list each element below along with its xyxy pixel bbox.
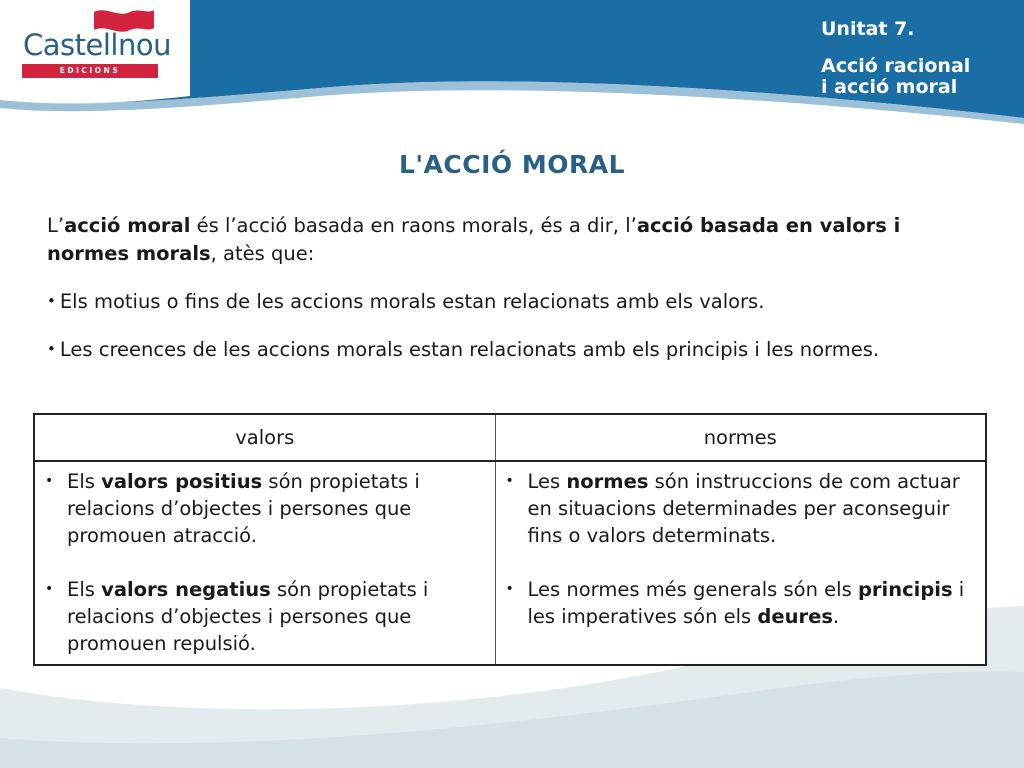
- cell-text: són propietats i relacions d’objectes i persones que promouen repulsió.: [67, 578, 429, 655]
- cell-text: Les normes més generals són els: [527, 578, 858, 601]
- intro-paragraph: [47, 212, 947, 268]
- intro-text: és l’acció basada en raons morals, és a dir, l’: [190, 214, 637, 237]
- list-item: [45, 576, 487, 657]
- list-item: [45, 468, 487, 549]
- logo-subtitle: EDICIONS: [22, 64, 158, 78]
- cell-text: i les imperatives són els: [527, 578, 965, 628]
- table-row: [34, 461, 986, 665]
- cell-bold-term: valors positius: [101, 470, 263, 493]
- cell-text: són instruccions de com actuar en situacions determinades per aconseguir fins o valors determinats.: [527, 470, 960, 547]
- cell-bold-term: normes: [566, 470, 649, 493]
- cell-bold-term: valors negatius: [101, 578, 271, 601]
- unit-title-line1: Acció racional: [821, 55, 971, 77]
- publisher-logo: [18, 8, 171, 80]
- norms-cell: [495, 461, 986, 665]
- bullet-icon: •: [47, 340, 56, 358]
- values-cell: [34, 461, 495, 665]
- intro-bold-term: acció moral: [64, 214, 191, 237]
- unit-title-line2: i acció moral: [821, 76, 958, 98]
- cell-bold-term: deures: [757, 605, 833, 628]
- cell-text: Els: [67, 578, 102, 601]
- column-header-norms: normes: [495, 414, 986, 461]
- cell-text: .: [832, 605, 840, 628]
- unit-block: [821, 19, 970, 98]
- bullet-point: [47, 288, 947, 317]
- bullet-icon: •: [505, 473, 514, 489]
- list-item: [506, 468, 978, 549]
- page-title: L'ACCIÓ MORAL: [398, 150, 626, 179]
- values-norms-table: [33, 413, 987, 666]
- table-header-row: [34, 414, 986, 461]
- list-item: [506, 576, 978, 630]
- bullet-text: Els motius o fins de les accions morals estan relacionats amb els valors.: [59, 290, 765, 313]
- bullet-icon: •: [45, 581, 54, 597]
- bullet-point: [47, 336, 947, 365]
- unit-number: Unitat 7.: [821, 18, 915, 40]
- column-header-values: valors: [34, 414, 495, 461]
- logo-name: Castellnou: [23, 28, 171, 62]
- cell-text: Les: [527, 470, 567, 493]
- cell-text: Els: [67, 470, 102, 493]
- bullet-icon: •: [505, 581, 514, 597]
- bullet-text: Les creences de les accions morals estan relacionats amb els principis i les normes.: [59, 338, 880, 361]
- intro-text: L’: [47, 214, 65, 237]
- cell-text: són propietats i relacions d’objectes i persones que promouen atracció.: [67, 470, 420, 547]
- intro-text: , atès que:: [210, 242, 315, 265]
- bullet-icon: •: [47, 292, 56, 310]
- intro-bold-term: acció basada en valors i normes morals: [47, 214, 901, 265]
- bullet-icon: •: [45, 473, 54, 489]
- cell-bold-term: principis: [857, 578, 953, 601]
